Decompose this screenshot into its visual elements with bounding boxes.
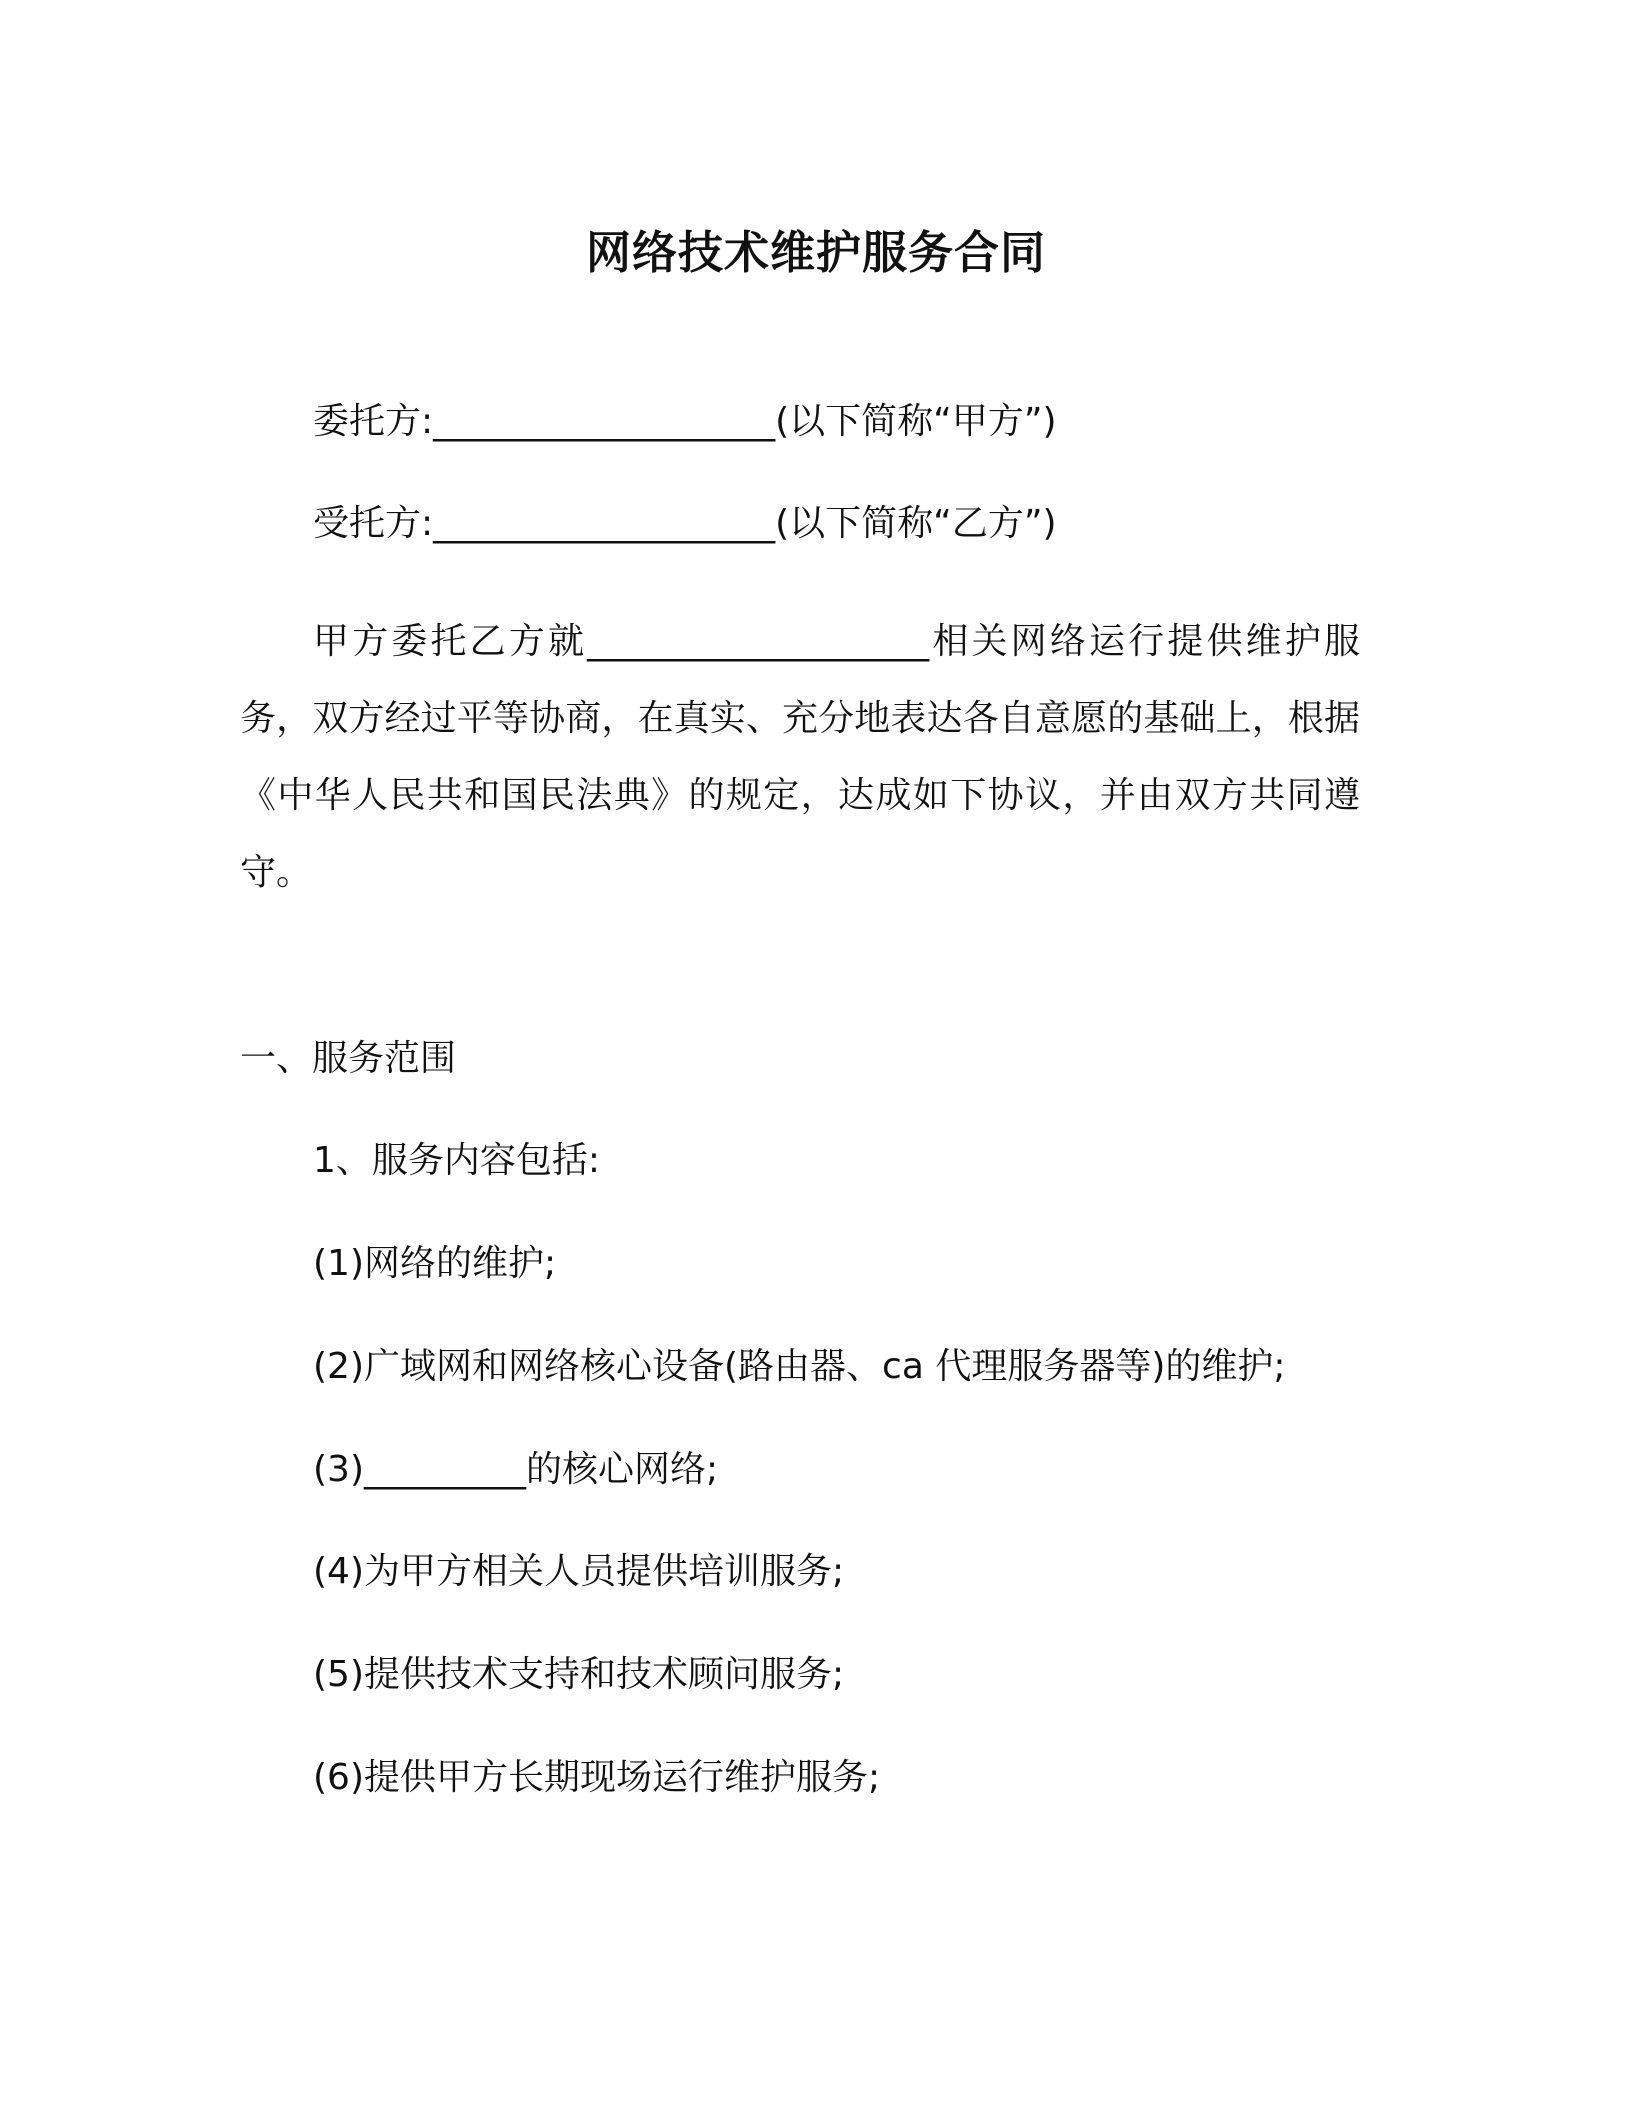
list-item: (4)为甲方相关人员提供培训服务;	[313, 1551, 845, 1592]
list-item: (2)广域网和网络核心设备(路由器、ca 代理服务器等)的维护;	[313, 1346, 1286, 1387]
list-item: (6)提供甲方长期现场运行维护服务;	[313, 1757, 881, 1798]
party-b-line: 受托方:___________________(以下简称“乙方”)	[313, 503, 1057, 544]
list-item: (1)网络的维护;	[313, 1243, 557, 1284]
section-heading-service-scope: 一、服务范围	[240, 1038, 457, 1079]
intro-paragraph: 甲方委托乙方就___________________相关网络运行提供维护服务，双方经过平等协商，在真实、充分地表达各自意愿的基础上，根据《中华人民共和国民法典》的规定，达成如下协议，并由双方共同遵守。	[240, 621, 1360, 893]
document-title: 网络技术维护服务合同	[585, 226, 1046, 279]
clause-service-content: 1、服务内容包括:	[313, 1140, 601, 1181]
list-item: (3)_________的核心网络;	[313, 1449, 719, 1490]
party-a-line: 委托方:___________________(以下简称“甲方”)	[313, 401, 1057, 442]
list-item: (5)提供技术支持和技术顾问服务;	[313, 1654, 845, 1695]
